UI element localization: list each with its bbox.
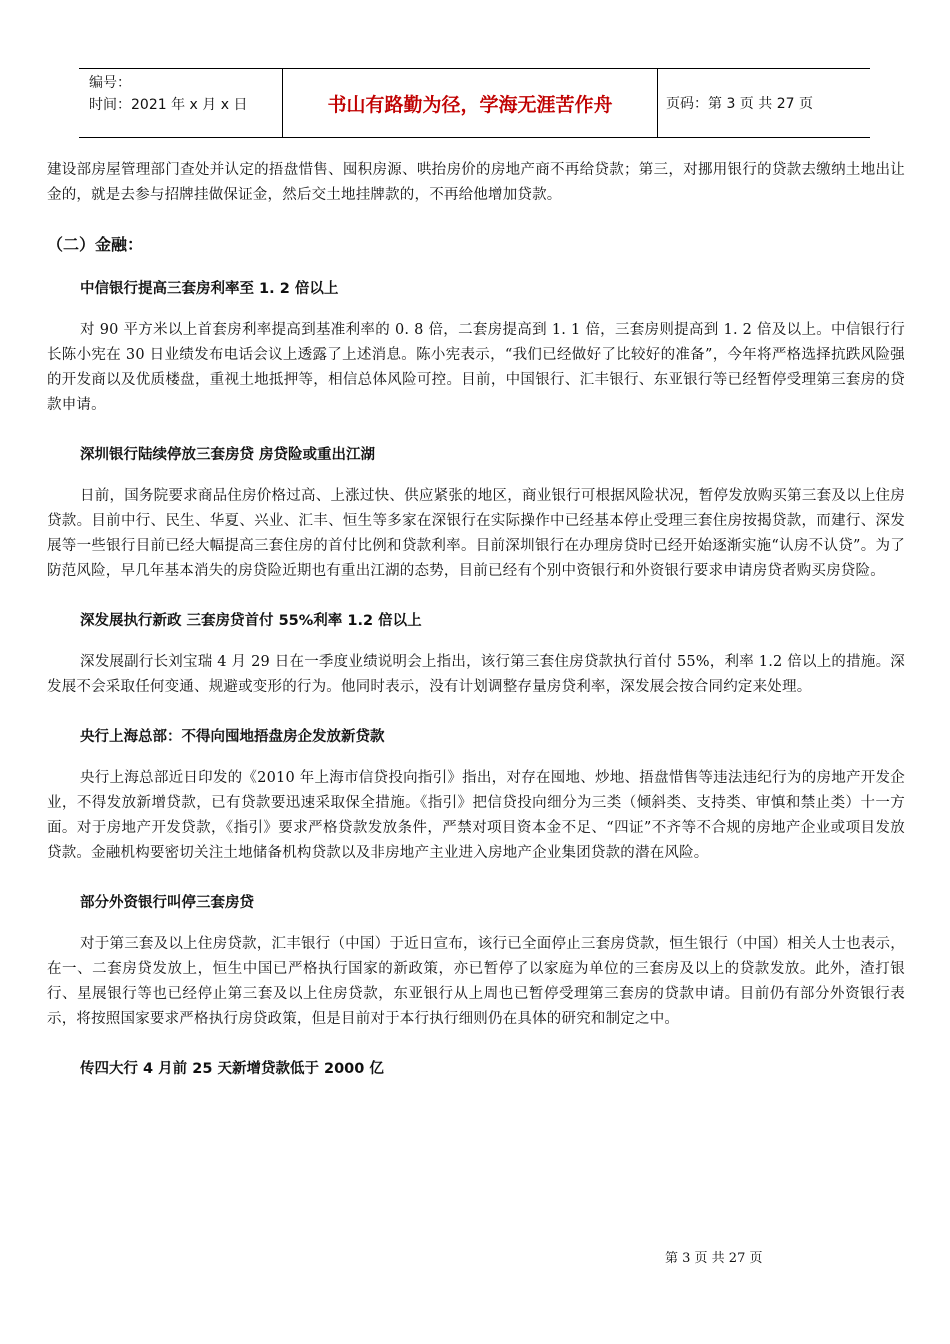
article-body: 央行上海总部近日印发的《2010 年上海市信贷投向指引》指出，对存在囤地、炒地、捂盘惜售等违法违纪行为的房地产开发企业，不得发放新增贷款，已有贷款要迅速采取保全措施。《指引》把信贷投向细分为三类（倾斜类、支持类、审慎和禁止类）十一方面。对于房地产开发贷款，《指引》要求严格贷款发放条件，严禁对项目资本金不足、“四证”不齐等不合规的房地产企业或项目发放贷款。金融机构要密切关注土地储备机构贷款以及非房地产主业进入房地产企业集团贷款的潜在风险。 [47,770,905,861]
article-title: 深圳银行陆续停放三套房贷 房贷险或重出江湖 [80,447,376,463]
article [47,609,905,700]
article-title: 部分外资银行叫停三套房贷 [80,895,254,911]
article-title: 央行上海总部：不得向囤地捂盘房企发放新贷款 [80,729,385,745]
article [47,725,905,866]
header-meta [79,69,283,137]
article-body: 日前，国务院要求商品住房价格过高、上涨过快、供应紧张的地区，商业银行可根据风险状况，暂停发放购买第三套及以上住房贷款。目前中行、民生、华夏、兴业、汇丰、恒生等多家在深银行在实际操作中已经基本停止受理三套住房按揭贷款，而建行、深发展等一些银行目前已经大幅提高三套住房的首付比例和贷款利率。目前深圳银行在办理房贷时已经开始逐渐实施“认房不认贷”。为了防范风险，早几年基本消失的房贷险近期也有重出江湖的态势，目前已经有个别中资银行和外资银行要求申请房贷者购买房贷险。 [47,488,905,579]
article-title: 中信银行提高三套房利率至 1. 2 倍以上 [80,281,339,297]
article [47,1057,905,1078]
article [47,277,905,418]
article-title: 传四大行 4 月前 25 天新增贷款低于 2000 亿 [80,1061,384,1077]
article-body: 对 90 平方米以上首套房利率提高到基准利率的 0. 8 倍，二套房提高到 1. 1 倍，三套房则提高到 1. 2 倍及以上。中信银行行长陈小宪在 30 日业绩发布电话会议上透露了上述消息。陈小宪表示，“我们已经做好了比较好的准备”，今年将严格选择抗跌风险强的开发商以及优质楼盘，重视土地抵押等，相信总体风险可控。目前，中国银行、汇丰银行、东亚银行等已经暂停受理第三套房的贷款申请。 [47,322,905,413]
header-motto: 书山有路勤为径，学海无涯苦作舟 [283,69,658,137]
page-footer: 第 3 页 共 27 页 [665,1251,763,1266]
header-page-number: 页码：第 3 页 共 27 页 [666,96,813,112]
page-header [79,68,870,138]
header-time: 时间：2021 年 x 月 x 日 [89,97,248,113]
article-body: 深发展副行长刘宝瑞 4 月 29 日在一季度业绩说明会上指出，该行第三套住房贷款执行首付 55%，利率 1.2 倍以上的措施。深发展不会采取任何变通、规避或变形的行为。他同时表示，没有计划调整存量房贷利率，深发展会按合同约定来处理。 [47,654,905,695]
section-title: （二）金融： [47,235,144,254]
article [47,891,905,1032]
document-body [47,158,905,1098]
header-number: 编号： [89,75,131,91]
article-title: 深发展执行新政 三套房贷首付 55%利率 1.2 倍以上 [80,613,422,629]
article [47,443,905,584]
intro-paragraph: 建设部房屋管理部门查处并认定的捂盘惜售、囤积房源、哄抬房价的房地产商不再给贷款；第三，对挪用银行的贷款去缴纳土地出让金的，就是去参与招牌挂做保证金，然后交土地挂牌款的，不再给他增加贷款。 [47,162,905,203]
article-body: 对于第三套及以上住房贷款，汇丰银行（中国）于近日宣布，该行已全面停止三套房贷款，恒生银行（中国）相关人士也表示，在一、二套房贷发放上，恒生中国已严格执行国家的新政策，亦已暂停了以家庭为单位的三套房及以上的贷款发放。此外，渣打银行、星展银行等也已经停止第三套及以上住房贷款，东亚银行从上周也已暂停受理第三套房的贷款申请。目前仍有部分外资银行表示，将按照国家要求严格执行房贷政策，但是目前对于本行执行细则仍在具体的研究和制定之中。 [47,936,905,1027]
